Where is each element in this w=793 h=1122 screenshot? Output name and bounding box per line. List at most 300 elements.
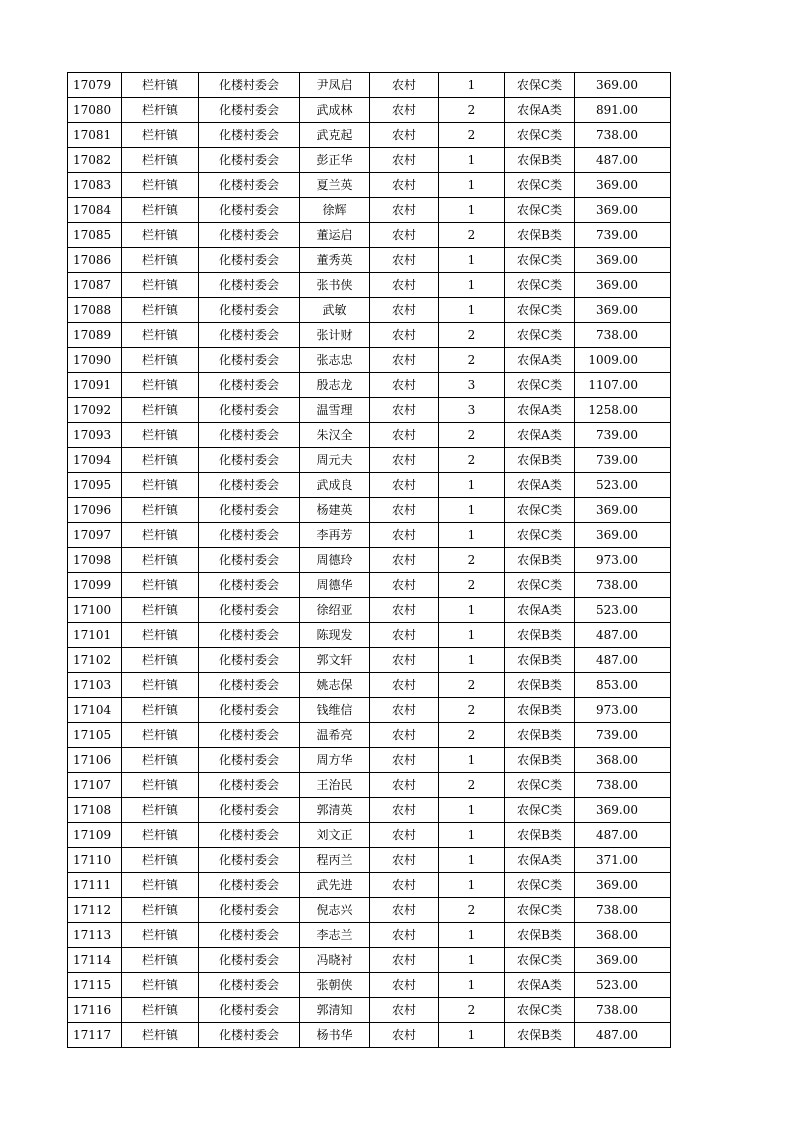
household-type-cell: 农村 xyxy=(370,348,439,373)
village-committee-cell: 化楼村委会 xyxy=(199,473,300,498)
amount-cell: 973.00 xyxy=(575,548,671,573)
town-cell: 栏杆镇 xyxy=(122,348,199,373)
village-committee-cell: 化楼村委会 xyxy=(199,173,300,198)
household-type-cell: 农村 xyxy=(370,523,439,548)
record-number-cell: 17082 xyxy=(68,148,122,173)
table-row xyxy=(68,473,671,498)
member-count-cell: 1 xyxy=(439,748,505,773)
table-row xyxy=(68,298,671,323)
category-cell: 农保A类 xyxy=(505,973,575,998)
member-count-cell: 1 xyxy=(439,248,505,273)
member-count-cell: 1 xyxy=(439,298,505,323)
household-type-cell: 农村 xyxy=(370,798,439,823)
household-type-cell: 农村 xyxy=(370,973,439,998)
table-row xyxy=(68,773,671,798)
table-row xyxy=(68,598,671,623)
record-number-cell: 17108 xyxy=(68,798,122,823)
amount-cell: 369.00 xyxy=(575,248,671,273)
table-row xyxy=(68,823,671,848)
person-name-cell: 周元夫 xyxy=(300,448,370,473)
record-number-cell: 17112 xyxy=(68,898,122,923)
record-number-cell: 17094 xyxy=(68,448,122,473)
person-name-cell: 姚志保 xyxy=(300,673,370,698)
town-cell: 栏杆镇 xyxy=(122,273,199,298)
town-cell: 栏杆镇 xyxy=(122,248,199,273)
town-cell: 栏杆镇 xyxy=(122,573,199,598)
person-name-cell: 周德华 xyxy=(300,573,370,598)
village-committee-cell: 化楼村委会 xyxy=(199,698,300,723)
household-type-cell: 农村 xyxy=(370,598,439,623)
person-name-cell: 郭清英 xyxy=(300,798,370,823)
table-row xyxy=(68,723,671,748)
town-cell: 栏杆镇 xyxy=(122,923,199,948)
member-count-cell: 2 xyxy=(439,998,505,1023)
village-committee-cell: 化楼村委会 xyxy=(199,348,300,373)
amount-cell: 523.00 xyxy=(575,473,671,498)
member-count-cell: 1 xyxy=(439,823,505,848)
village-committee-cell: 化楼村委会 xyxy=(199,773,300,798)
category-cell: 农保C类 xyxy=(505,273,575,298)
table-row xyxy=(68,348,671,373)
person-name-cell: 周德玲 xyxy=(300,548,370,573)
person-name-cell: 温雪理 xyxy=(300,398,370,423)
person-name-cell: 武克起 xyxy=(300,123,370,148)
person-name-cell: 夏兰英 xyxy=(300,173,370,198)
category-cell: 农保B类 xyxy=(505,648,575,673)
record-number-cell: 17102 xyxy=(68,648,122,673)
amount-cell: 369.00 xyxy=(575,298,671,323)
category-cell: 农保B类 xyxy=(505,673,575,698)
table-row xyxy=(68,698,671,723)
record-number-cell: 17095 xyxy=(68,473,122,498)
table-row xyxy=(68,448,671,473)
member-count-cell: 2 xyxy=(439,898,505,923)
category-cell: 农保C类 xyxy=(505,773,575,798)
table-row xyxy=(68,273,671,298)
member-count-cell: 2 xyxy=(439,323,505,348)
household-type-cell: 农村 xyxy=(370,923,439,948)
table-row xyxy=(68,148,671,173)
amount-cell: 1009.00 xyxy=(575,348,671,373)
category-cell: 农保A类 xyxy=(505,598,575,623)
member-count-cell: 1 xyxy=(439,198,505,223)
village-committee-cell: 化楼村委会 xyxy=(199,648,300,673)
household-type-cell: 农村 xyxy=(370,548,439,573)
household-type-cell: 农村 xyxy=(370,123,439,148)
member-count-cell: 1 xyxy=(439,73,505,98)
household-type-cell: 农村 xyxy=(370,323,439,348)
record-number-cell: 17115 xyxy=(68,973,122,998)
table-row xyxy=(68,998,671,1023)
member-count-cell: 2 xyxy=(439,423,505,448)
town-cell: 栏杆镇 xyxy=(122,373,199,398)
household-type-cell: 农村 xyxy=(370,448,439,473)
village-committee-cell: 化楼村委会 xyxy=(199,623,300,648)
record-number-cell: 17101 xyxy=(68,623,122,648)
member-count-cell: 1 xyxy=(439,848,505,873)
amount-cell: 738.00 xyxy=(575,323,671,348)
household-type-cell: 农村 xyxy=(370,623,439,648)
table-row xyxy=(68,223,671,248)
category-cell: 农保C类 xyxy=(505,373,575,398)
amount-cell: 739.00 xyxy=(575,723,671,748)
record-number-cell: 17085 xyxy=(68,223,122,248)
town-cell: 栏杆镇 xyxy=(122,673,199,698)
member-count-cell: 2 xyxy=(439,573,505,598)
village-committee-cell: 化楼村委会 xyxy=(199,148,300,173)
category-cell: 农保B类 xyxy=(505,923,575,948)
household-type-cell: 农村 xyxy=(370,498,439,523)
member-count-cell: 1 xyxy=(439,798,505,823)
town-cell: 栏杆镇 xyxy=(122,798,199,823)
town-cell: 栏杆镇 xyxy=(122,723,199,748)
village-committee-cell: 化楼村委会 xyxy=(199,523,300,548)
record-number-cell: 17099 xyxy=(68,573,122,598)
village-committee-cell: 化楼村委会 xyxy=(199,873,300,898)
member-count-cell: 1 xyxy=(439,1023,505,1048)
category-cell: 农保C类 xyxy=(505,498,575,523)
record-number-cell: 17105 xyxy=(68,723,122,748)
town-cell: 栏杆镇 xyxy=(122,498,199,523)
table-row xyxy=(68,923,671,948)
record-number-cell: 17109 xyxy=(68,823,122,848)
household-type-cell: 农村 xyxy=(370,398,439,423)
town-cell: 栏杆镇 xyxy=(122,898,199,923)
record-number-cell: 17103 xyxy=(68,673,122,698)
town-cell: 栏杆镇 xyxy=(122,298,199,323)
village-committee-cell: 化楼村委会 xyxy=(199,298,300,323)
category-cell: 农保B类 xyxy=(505,223,575,248)
category-cell: 农保C类 xyxy=(505,573,575,598)
town-cell: 栏杆镇 xyxy=(122,398,199,423)
record-number-cell: 17089 xyxy=(68,323,122,348)
town-cell: 栏杆镇 xyxy=(122,98,199,123)
record-number-cell: 17107 xyxy=(68,773,122,798)
person-name-cell: 冯晓衬 xyxy=(300,948,370,973)
town-cell: 栏杆镇 xyxy=(122,448,199,473)
record-number-cell: 17088 xyxy=(68,298,122,323)
amount-cell: 738.00 xyxy=(575,773,671,798)
household-type-cell: 农村 xyxy=(370,573,439,598)
member-count-cell: 3 xyxy=(439,373,505,398)
village-committee-cell: 化楼村委会 xyxy=(199,923,300,948)
person-name-cell: 周方华 xyxy=(300,748,370,773)
table-row xyxy=(68,948,671,973)
village-committee-cell: 化楼村委会 xyxy=(199,448,300,473)
household-type-cell: 农村 xyxy=(370,873,439,898)
member-count-cell: 1 xyxy=(439,598,505,623)
village-committee-cell: 化楼村委会 xyxy=(199,423,300,448)
town-cell: 栏杆镇 xyxy=(122,548,199,573)
category-cell: 农保C类 xyxy=(505,173,575,198)
amount-cell: 738.00 xyxy=(575,573,671,598)
member-count-cell: 2 xyxy=(439,448,505,473)
record-number-cell: 17106 xyxy=(68,748,122,773)
household-type-cell: 农村 xyxy=(370,273,439,298)
table-row xyxy=(68,498,671,523)
table-row xyxy=(68,873,671,898)
household-type-cell: 农村 xyxy=(370,73,439,98)
town-cell: 栏杆镇 xyxy=(122,223,199,248)
town-cell: 栏杆镇 xyxy=(122,848,199,873)
member-count-cell: 1 xyxy=(439,473,505,498)
amount-cell: 487.00 xyxy=(575,623,671,648)
amount-cell: 487.00 xyxy=(575,1023,671,1048)
person-name-cell: 彭正华 xyxy=(300,148,370,173)
town-cell: 栏杆镇 xyxy=(122,73,199,98)
amount-cell: 738.00 xyxy=(575,898,671,923)
record-number-cell: 17091 xyxy=(68,373,122,398)
amount-cell: 738.00 xyxy=(575,998,671,1023)
record-number-cell: 17080 xyxy=(68,98,122,123)
person-name-cell: 武成林 xyxy=(300,98,370,123)
member-count-cell: 2 xyxy=(439,698,505,723)
records-table xyxy=(67,72,671,1048)
household-type-cell: 农村 xyxy=(370,298,439,323)
member-count-cell: 1 xyxy=(439,523,505,548)
record-number-cell: 17092 xyxy=(68,398,122,423)
category-cell: 农保B类 xyxy=(505,823,575,848)
record-number-cell: 17090 xyxy=(68,348,122,373)
village-committee-cell: 化楼村委会 xyxy=(199,548,300,573)
category-cell: 农保B类 xyxy=(505,1023,575,1048)
category-cell: 农保C类 xyxy=(505,873,575,898)
amount-cell: 973.00 xyxy=(575,698,671,723)
table-row xyxy=(68,673,671,698)
person-name-cell: 张书侠 xyxy=(300,273,370,298)
village-committee-cell: 化楼村委会 xyxy=(199,1023,300,1048)
person-name-cell: 张朝侠 xyxy=(300,973,370,998)
record-number-cell: 17093 xyxy=(68,423,122,448)
town-cell: 栏杆镇 xyxy=(122,823,199,848)
household-type-cell: 农村 xyxy=(370,673,439,698)
category-cell: 农保B类 xyxy=(505,548,575,573)
table-row xyxy=(68,173,671,198)
village-committee-cell: 化楼村委会 xyxy=(199,73,300,98)
village-committee-cell: 化楼村委会 xyxy=(199,573,300,598)
category-cell: 农保C类 xyxy=(505,198,575,223)
record-number-cell: 17086 xyxy=(68,248,122,273)
household-type-cell: 农村 xyxy=(370,248,439,273)
record-number-cell: 17083 xyxy=(68,173,122,198)
category-cell: 农保A类 xyxy=(505,348,575,373)
town-cell: 栏杆镇 xyxy=(122,773,199,798)
person-name-cell: 李志兰 xyxy=(300,923,370,948)
person-name-cell: 杨建英 xyxy=(300,498,370,523)
town-cell: 栏杆镇 xyxy=(122,873,199,898)
category-cell: 农保B类 xyxy=(505,448,575,473)
village-committee-cell: 化楼村委会 xyxy=(199,398,300,423)
household-type-cell: 农村 xyxy=(370,223,439,248)
category-cell: 农保C类 xyxy=(505,323,575,348)
town-cell: 栏杆镇 xyxy=(122,473,199,498)
table-row xyxy=(68,798,671,823)
town-cell: 栏杆镇 xyxy=(122,948,199,973)
table-row xyxy=(68,1023,671,1048)
category-cell: 农保B类 xyxy=(505,623,575,648)
member-count-cell: 1 xyxy=(439,948,505,973)
category-cell: 农保C类 xyxy=(505,898,575,923)
town-cell: 栏杆镇 xyxy=(122,123,199,148)
amount-cell: 369.00 xyxy=(575,273,671,298)
person-name-cell: 朱汉全 xyxy=(300,423,370,448)
village-committee-cell: 化楼村委会 xyxy=(199,198,300,223)
person-name-cell: 张计财 xyxy=(300,323,370,348)
village-committee-cell: 化楼村委会 xyxy=(199,323,300,348)
record-number-cell: 17079 xyxy=(68,73,122,98)
table-row xyxy=(68,248,671,273)
category-cell: 农保A类 xyxy=(505,98,575,123)
table-row xyxy=(68,973,671,998)
category-cell: 农保C类 xyxy=(505,798,575,823)
category-cell: 农保A类 xyxy=(505,398,575,423)
person-name-cell: 郭文轩 xyxy=(300,648,370,673)
amount-cell: 369.00 xyxy=(575,523,671,548)
amount-cell: 523.00 xyxy=(575,598,671,623)
village-committee-cell: 化楼村委会 xyxy=(199,748,300,773)
category-cell: 农保B类 xyxy=(505,698,575,723)
member-count-cell: 2 xyxy=(439,673,505,698)
person-name-cell: 温希亮 xyxy=(300,723,370,748)
record-number-cell: 17084 xyxy=(68,198,122,223)
table-row xyxy=(68,648,671,673)
member-count-cell: 2 xyxy=(439,98,505,123)
amount-cell: 739.00 xyxy=(575,448,671,473)
amount-cell: 738.00 xyxy=(575,123,671,148)
amount-cell: 369.00 xyxy=(575,173,671,198)
amount-cell: 369.00 xyxy=(575,873,671,898)
village-committee-cell: 化楼村委会 xyxy=(199,823,300,848)
record-number-cell: 17111 xyxy=(68,873,122,898)
household-type-cell: 农村 xyxy=(370,98,439,123)
member-count-cell: 1 xyxy=(439,498,505,523)
household-type-cell: 农村 xyxy=(370,648,439,673)
member-count-cell: 1 xyxy=(439,648,505,673)
village-committee-cell: 化楼村委会 xyxy=(199,598,300,623)
village-committee-cell: 化楼村委会 xyxy=(199,948,300,973)
person-name-cell: 杨书华 xyxy=(300,1023,370,1048)
person-name-cell: 武成良 xyxy=(300,473,370,498)
household-type-cell: 农村 xyxy=(370,773,439,798)
household-type-cell: 农村 xyxy=(370,898,439,923)
category-cell: 农保C类 xyxy=(505,948,575,973)
record-number-cell: 17117 xyxy=(68,1023,122,1048)
village-committee-cell: 化楼村委会 xyxy=(199,498,300,523)
amount-cell: 371.00 xyxy=(575,848,671,873)
member-count-cell: 1 xyxy=(439,148,505,173)
table-row xyxy=(68,523,671,548)
village-committee-cell: 化楼村委会 xyxy=(199,248,300,273)
person-name-cell: 徐绍亚 xyxy=(300,598,370,623)
amount-cell: 369.00 xyxy=(575,73,671,98)
town-cell: 栏杆镇 xyxy=(122,148,199,173)
table-row xyxy=(68,848,671,873)
category-cell: 农保C类 xyxy=(505,248,575,273)
record-number-cell: 17113 xyxy=(68,923,122,948)
town-cell: 栏杆镇 xyxy=(122,323,199,348)
table-row xyxy=(68,423,671,448)
category-cell: 农保B类 xyxy=(505,748,575,773)
category-cell: 农保A类 xyxy=(505,848,575,873)
category-cell: 农保C类 xyxy=(505,73,575,98)
village-committee-cell: 化楼村委会 xyxy=(199,723,300,748)
record-number-cell: 17116 xyxy=(68,998,122,1023)
person-name-cell: 董秀英 xyxy=(300,248,370,273)
record-number-cell: 17110 xyxy=(68,848,122,873)
category-cell: 农保C类 xyxy=(505,998,575,1023)
record-number-cell: 17114 xyxy=(68,948,122,973)
village-committee-cell: 化楼村委会 xyxy=(199,998,300,1023)
amount-cell: 891.00 xyxy=(575,98,671,123)
record-number-cell: 17096 xyxy=(68,498,122,523)
table-row xyxy=(68,98,671,123)
category-cell: 农保C类 xyxy=(505,123,575,148)
household-type-cell: 农村 xyxy=(370,998,439,1023)
village-committee-cell: 化楼村委会 xyxy=(199,798,300,823)
category-cell: 农保B类 xyxy=(505,723,575,748)
town-cell: 栏杆镇 xyxy=(122,998,199,1023)
household-type-cell: 农村 xyxy=(370,748,439,773)
person-name-cell: 李再芳 xyxy=(300,523,370,548)
person-name-cell: 徐辉 xyxy=(300,198,370,223)
village-committee-cell: 化楼村委会 xyxy=(199,98,300,123)
amount-cell: 369.00 xyxy=(575,948,671,973)
town-cell: 栏杆镇 xyxy=(122,423,199,448)
table-row xyxy=(68,123,671,148)
table-row xyxy=(68,573,671,598)
record-number-cell: 17081 xyxy=(68,123,122,148)
town-cell: 栏杆镇 xyxy=(122,198,199,223)
table-row xyxy=(68,623,671,648)
amount-cell: 368.00 xyxy=(575,748,671,773)
household-type-cell: 农村 xyxy=(370,823,439,848)
person-name-cell: 武先进 xyxy=(300,873,370,898)
person-name-cell: 武敏 xyxy=(300,298,370,323)
amount-cell: 369.00 xyxy=(575,498,671,523)
household-type-cell: 农村 xyxy=(370,173,439,198)
village-committee-cell: 化楼村委会 xyxy=(199,373,300,398)
household-type-cell: 农村 xyxy=(370,198,439,223)
household-type-cell: 农村 xyxy=(370,373,439,398)
amount-cell: 368.00 xyxy=(575,923,671,948)
member-count-cell: 2 xyxy=(439,348,505,373)
record-number-cell: 17097 xyxy=(68,523,122,548)
household-type-cell: 农村 xyxy=(370,148,439,173)
person-name-cell: 倪志兴 xyxy=(300,898,370,923)
person-name-cell: 程丙兰 xyxy=(300,848,370,873)
member-count-cell: 1 xyxy=(439,873,505,898)
village-committee-cell: 化楼村委会 xyxy=(199,273,300,298)
table-row xyxy=(68,73,671,98)
town-cell: 栏杆镇 xyxy=(122,698,199,723)
village-committee-cell: 化楼村委会 xyxy=(199,223,300,248)
household-type-cell: 农村 xyxy=(370,423,439,448)
record-number-cell: 17100 xyxy=(68,598,122,623)
member-count-cell: 1 xyxy=(439,173,505,198)
amount-cell: 487.00 xyxy=(575,823,671,848)
village-committee-cell: 化楼村委会 xyxy=(199,848,300,873)
person-name-cell: 陈现发 xyxy=(300,623,370,648)
record-number-cell: 17098 xyxy=(68,548,122,573)
category-cell: 农保B类 xyxy=(505,148,575,173)
member-count-cell: 2 xyxy=(439,123,505,148)
person-name-cell: 殷志龙 xyxy=(300,373,370,398)
member-count-cell: 1 xyxy=(439,973,505,998)
amount-cell: 487.00 xyxy=(575,648,671,673)
amount-cell: 369.00 xyxy=(575,198,671,223)
person-name-cell: 钱维信 xyxy=(300,698,370,723)
town-cell: 栏杆镇 xyxy=(122,1023,199,1048)
